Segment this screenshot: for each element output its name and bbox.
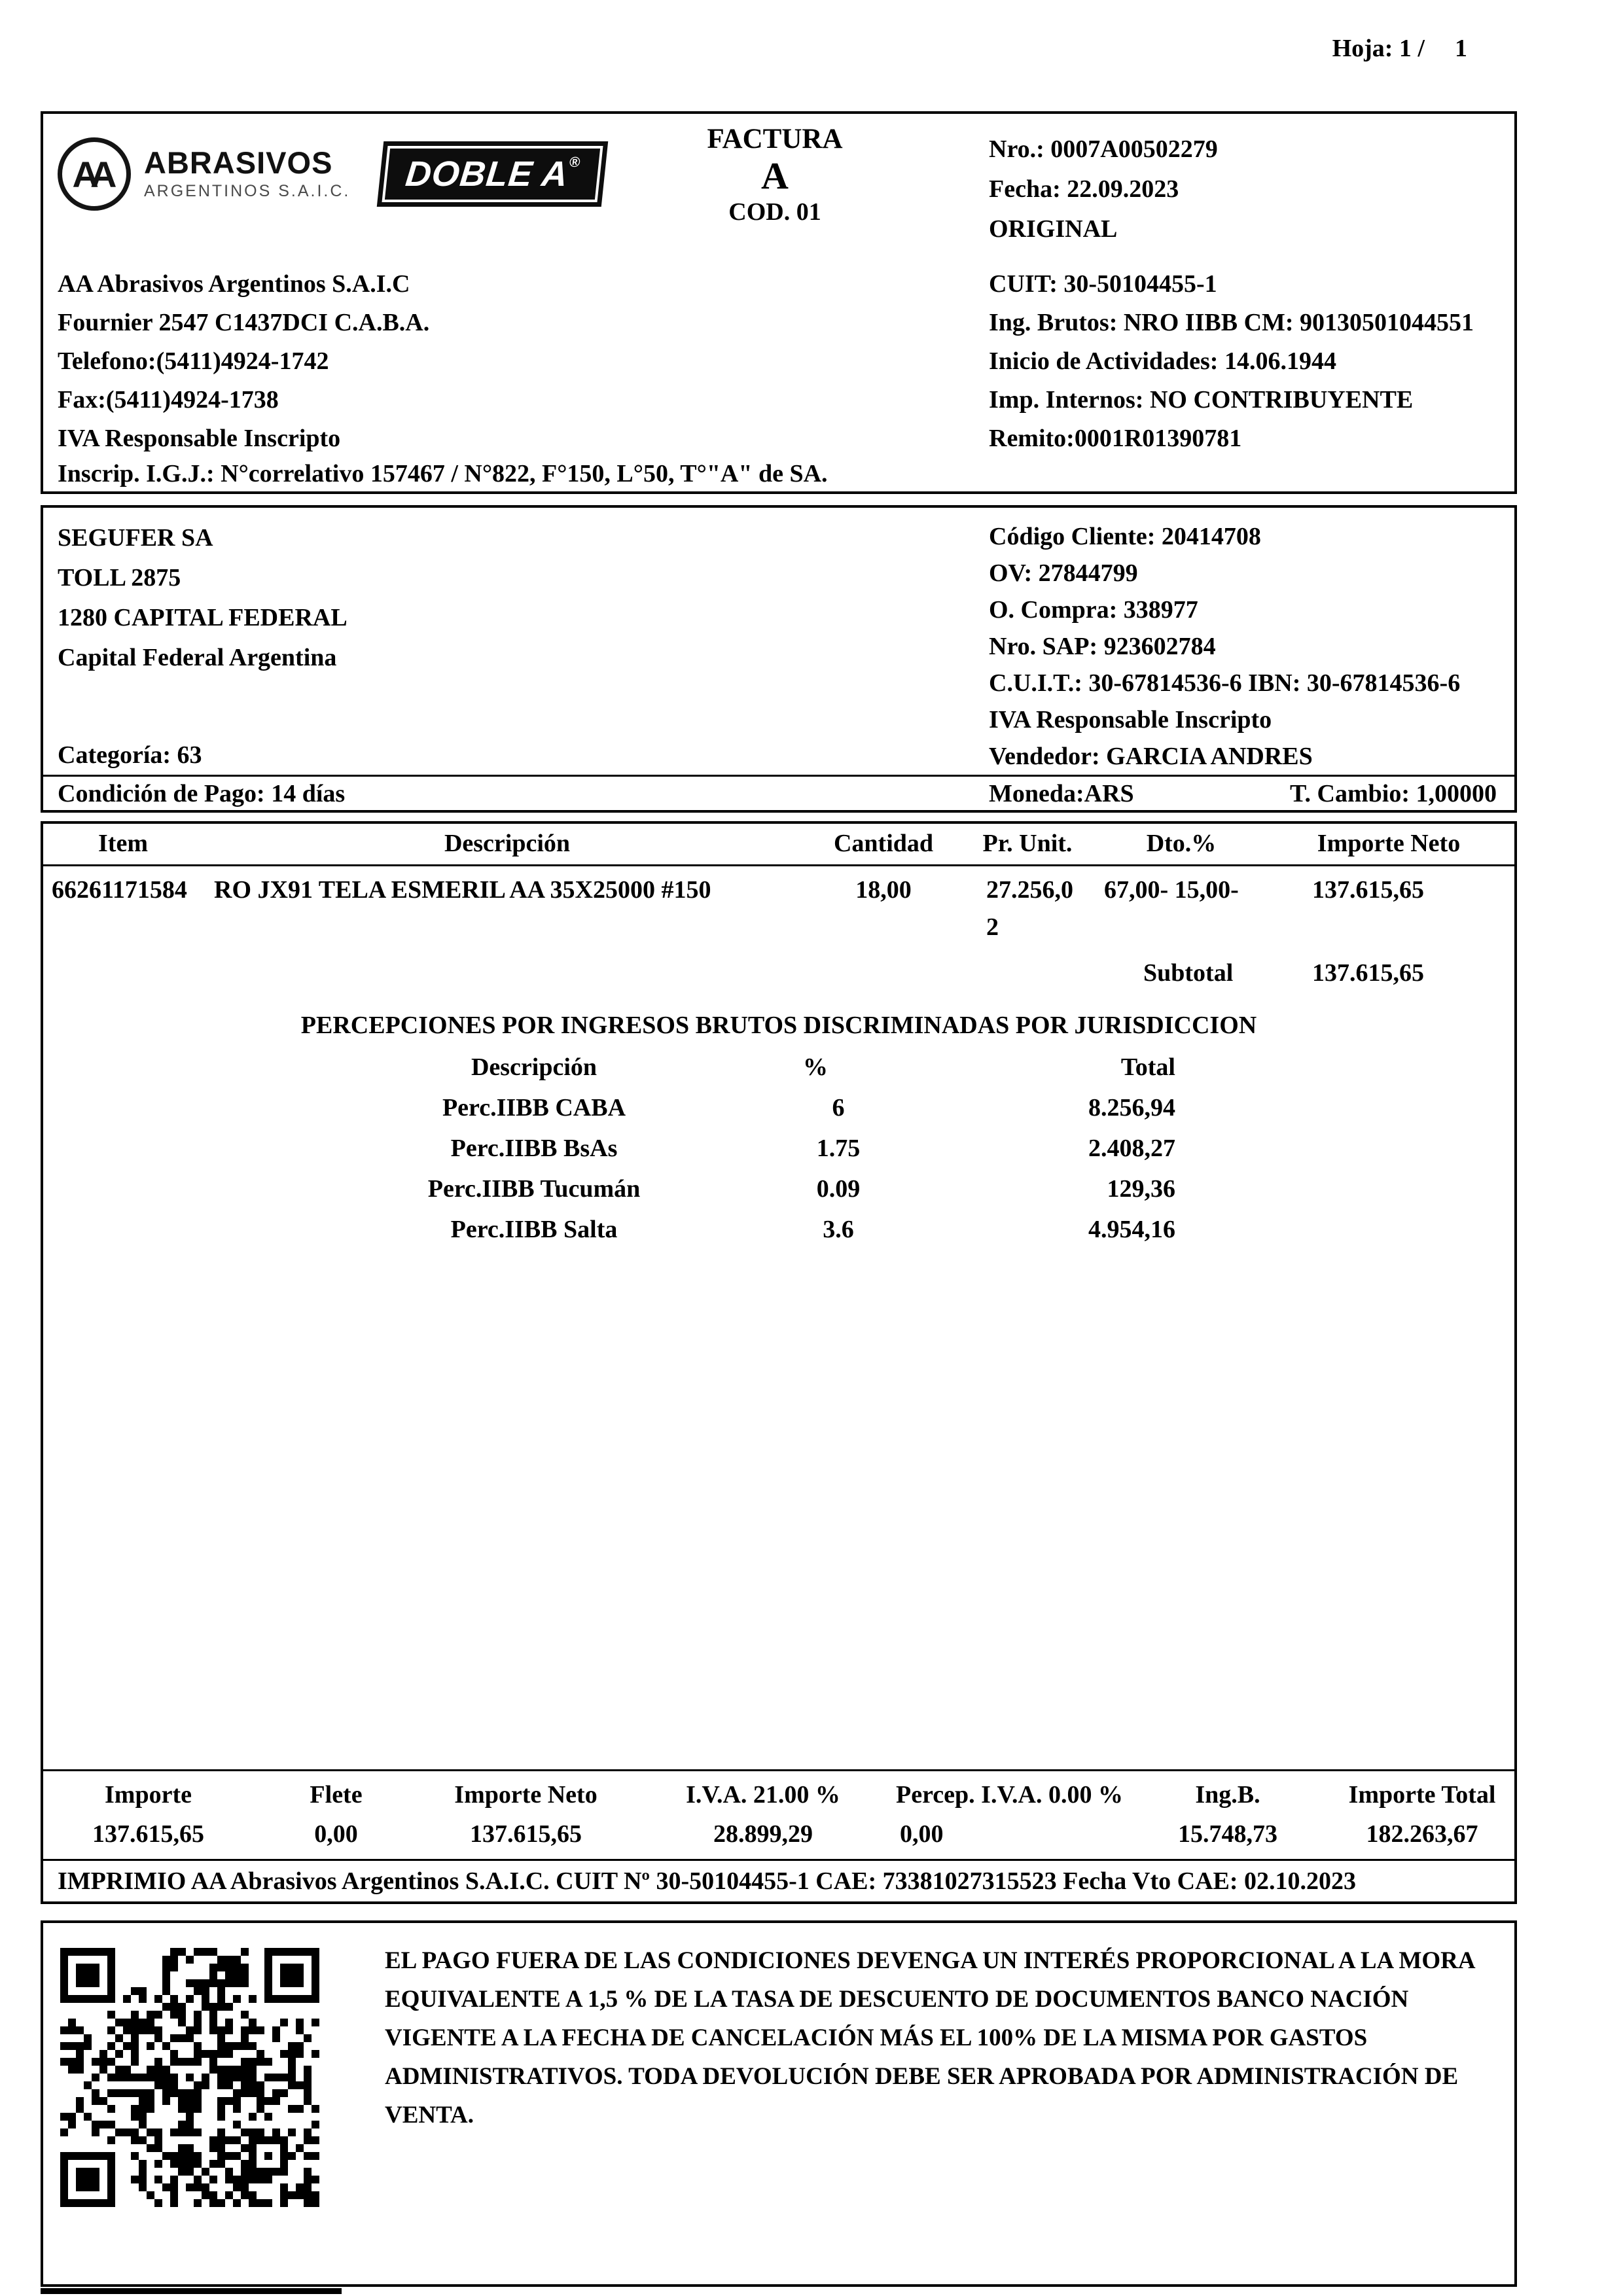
client-address-block [58,518,348,678]
total-flete: 0,00 [314,1820,358,1848]
page-number [1332,34,1467,63]
total-col-importe: Importe [105,1781,192,1809]
col-dto: Dto.% [1146,830,1217,857]
item-pr-unit: 27.256,02 [986,876,1073,941]
percep-total: 2.408,27 [1088,1135,1175,1162]
col-pr-unit: Pr. Unit. [982,830,1073,857]
client-ocompra: O. Compra: 338977 [989,596,1198,624]
total-importe-total: 182.263,67 [1366,1820,1478,1848]
percepciones-section [43,1009,1514,1250]
aa-logo-icon [58,137,131,211]
doc-code: COD. 01 [728,198,821,226]
company-logo [58,137,605,211]
doble-a-badge-icon [377,141,609,207]
client-city: 1280 CAPITAL FEDERAL [58,604,348,631]
client-street: TOLL 2875 [58,564,181,592]
moneda: Moneda:ARS [989,779,1134,807]
company-iva: IVA Responsable Inscripto [58,425,341,452]
percepciones-title: PERCEPCIONES POR INGRESOS BRUTOS DISCRIMINADAS POR JURISDICCION [300,1012,1257,1039]
total-col-percep-iva: Percep. I.V.A. 0.00 % [896,1781,1123,1809]
total-importe-neto: 137.615,65 [470,1820,582,1848]
legal-text: EL PAGO FUERA DE LAS CONDICIONES DEVENGA UN INTERÉS PROPORCIONAL A LA MORA EQUIVALENTE A 1,5 % DE LA TASA DE DESCUENTO DE DOCUMENTOS BANCO NACIÓN VIGENTE A LA FECHA DE CANCELACIÓN MÁS EL 100% DE LA MISMA POR GASTOS ADMINISTRATIVOS. TODA DEVOLUCIÓN DEBE SER APROBADA POR ADMINISTRACIÓN DE VENTA. [385,1947,1474,2128]
company-tax-block [989,265,1474,458]
table-row [43,866,1514,946]
total-importe: 137.615,65 [92,1820,204,1848]
aa-logo-text: AA [72,153,109,195]
client-box [41,505,1517,813]
totals-section [43,1769,1514,1859]
total-col-importe-neto: Importe Neto [454,1781,597,1809]
doc-type-block [677,123,873,228]
company-name: AA Abrasivos Argentinos S.A.I.C [58,270,410,298]
col-importe-neto: Importe Neto [1317,830,1461,857]
totals-values-row [43,1816,1514,1852]
col-descripcion: Descripción [444,830,571,857]
client-sap: Nro. SAP: 923602784 [989,633,1216,660]
percep-pct: 3.6 [823,1216,854,1243]
subtotal-row [43,957,1514,989]
percep-pct: 1.75 [816,1135,861,1162]
client-iva: IVA Responsable Inscripto [989,706,1272,733]
percep-total: 129,36 [1107,1175,1175,1203]
company-imp-internos: Imp. Internos: NO CONTRIBUYENTE [989,386,1414,414]
doc-letter: A [761,154,789,197]
qr-container [43,1923,319,2284]
doc-date: Fecha: 22.09.2023 [989,175,1179,203]
items-box [41,821,1517,1904]
total-ingb: 15.748,73 [1178,1820,1277,1848]
total-col-flete: Flete [310,1781,363,1809]
percep-pct: 0.09 [816,1175,861,1203]
total-col-ingb: Ing.B. [1195,1781,1260,1809]
doc-number: Nro.: 0007A00502279 [989,135,1218,163]
percep-total: 8.256,94 [1088,1094,1175,1122]
total-col-iva: I.V.A. 21.00 % [686,1781,840,1809]
company-address: Fournier 2547 C1437DCI C.A.B.A. [58,309,430,336]
footer-box [41,1920,1517,2287]
subtotal-value: 137.615,65 [1312,959,1424,987]
percep-pct: 6 [832,1094,845,1122]
header-box [41,111,1517,494]
client-cuit: C.U.I.T.: 30-67814536-6 IBN: 30-67814536-6 [989,669,1461,697]
total-col-importe-total: Importe Total [1348,1781,1496,1809]
percep-col-total: Total [1120,1053,1175,1081]
totals-header-row [43,1776,1514,1813]
client-code: Código Cliente: 20414708 [989,523,1261,550]
company-phone: Telefono:(5411)4924-1742 [58,347,329,375]
client-name: SEGUFER SA [58,524,213,552]
doc-info [989,130,1218,249]
bottom-mark [41,2288,342,2294]
qr-code [60,1948,319,2207]
doc-original: ORIGINAL [989,215,1118,243]
company-cuit: CUIT: 30-50104455-1 [989,270,1217,298]
company-remito: Remito:0001R01390781 [989,425,1242,452]
company-inscrip: Inscrip. I.G.J.: N°correlativo 157467 / N°822, F°150, L°50, T°"A" de SA. [58,460,828,487]
items-table-header [43,824,1514,866]
company-address-block [58,265,429,458]
client-detail-block [989,518,1460,775]
total-iva: 28.899,29 [713,1820,813,1848]
brand-subname: ARGENTINOS S.A.I.C. [144,182,351,200]
company-fax: Fax:(5411)4924-1738 [58,386,279,414]
subtotal-label: Subtotal [1143,959,1234,987]
client-categoria: Categoría: 63 [58,741,202,769]
item-code: 66261171584 [52,876,187,904]
item-importe-neto: 137.615,65 [1312,876,1424,904]
condicion-pago: Condición de Pago: 14 días [58,779,346,807]
item-cantidad: 18,00 [855,876,912,904]
client-vendedor: Vendedor: GARCIA ANDRES [989,743,1313,770]
percepciones-rows [351,1087,1514,1250]
items-empty-space [43,1250,1514,1769]
brand-block [144,146,350,202]
hoja-label: Hoja: 1 / [1332,35,1425,62]
percep-name: Perc.IIBB BsAs [450,1135,618,1162]
company-ing-brutos: Ing. Brutos: NRO IIBB CM: 90130501044551 [989,309,1474,336]
item-dto: 67,00- 15,00- [1104,876,1239,904]
item-description: RO JX91 TELA ESMERIL AA 35X25000 #150 [214,876,711,904]
col-cantidad: Cantidad [833,830,934,857]
tipo-cambio: T. Cambio: 1,00000 [1290,779,1497,807]
brand-name: ABRASIVOS [144,145,333,180]
percep-total: 4.954,16 [1088,1216,1175,1243]
total-percep-iva: 0,00 [900,1820,944,1848]
percep-col-descripcion: Descripción [471,1053,597,1081]
imprimio-line: IMPRIMIO AA Abrasivos Argentinos S.A.I.C. CUIT Nº 30-50104455-1 CAE: 73381027315523 Fecha Vto CAE: 02.10.2023 [43,1859,1514,1901]
percep-name: Perc.IIBB Tucumán [427,1175,641,1203]
registered-mark: ® [569,154,582,170]
payment-strip [43,775,1514,810]
col-item: Item [98,830,148,857]
percepciones-header [351,1047,1514,1087]
percep-name: Perc.IIBB CABA [442,1094,626,1122]
percep-name: Perc.IIBB Salta [450,1216,618,1243]
percep-col-pct: % [803,1053,828,1081]
hoja-value: 1 [1455,35,1467,62]
client-region: Capital Federal Argentina [58,644,337,671]
doc-type: FACTURA [707,124,843,154]
badge-text: DOBLE A [404,154,571,194]
client-ov: OV: 27844799 [989,559,1138,587]
company-inicio: Inicio de Actividades: 14.06.1944 [989,347,1336,375]
